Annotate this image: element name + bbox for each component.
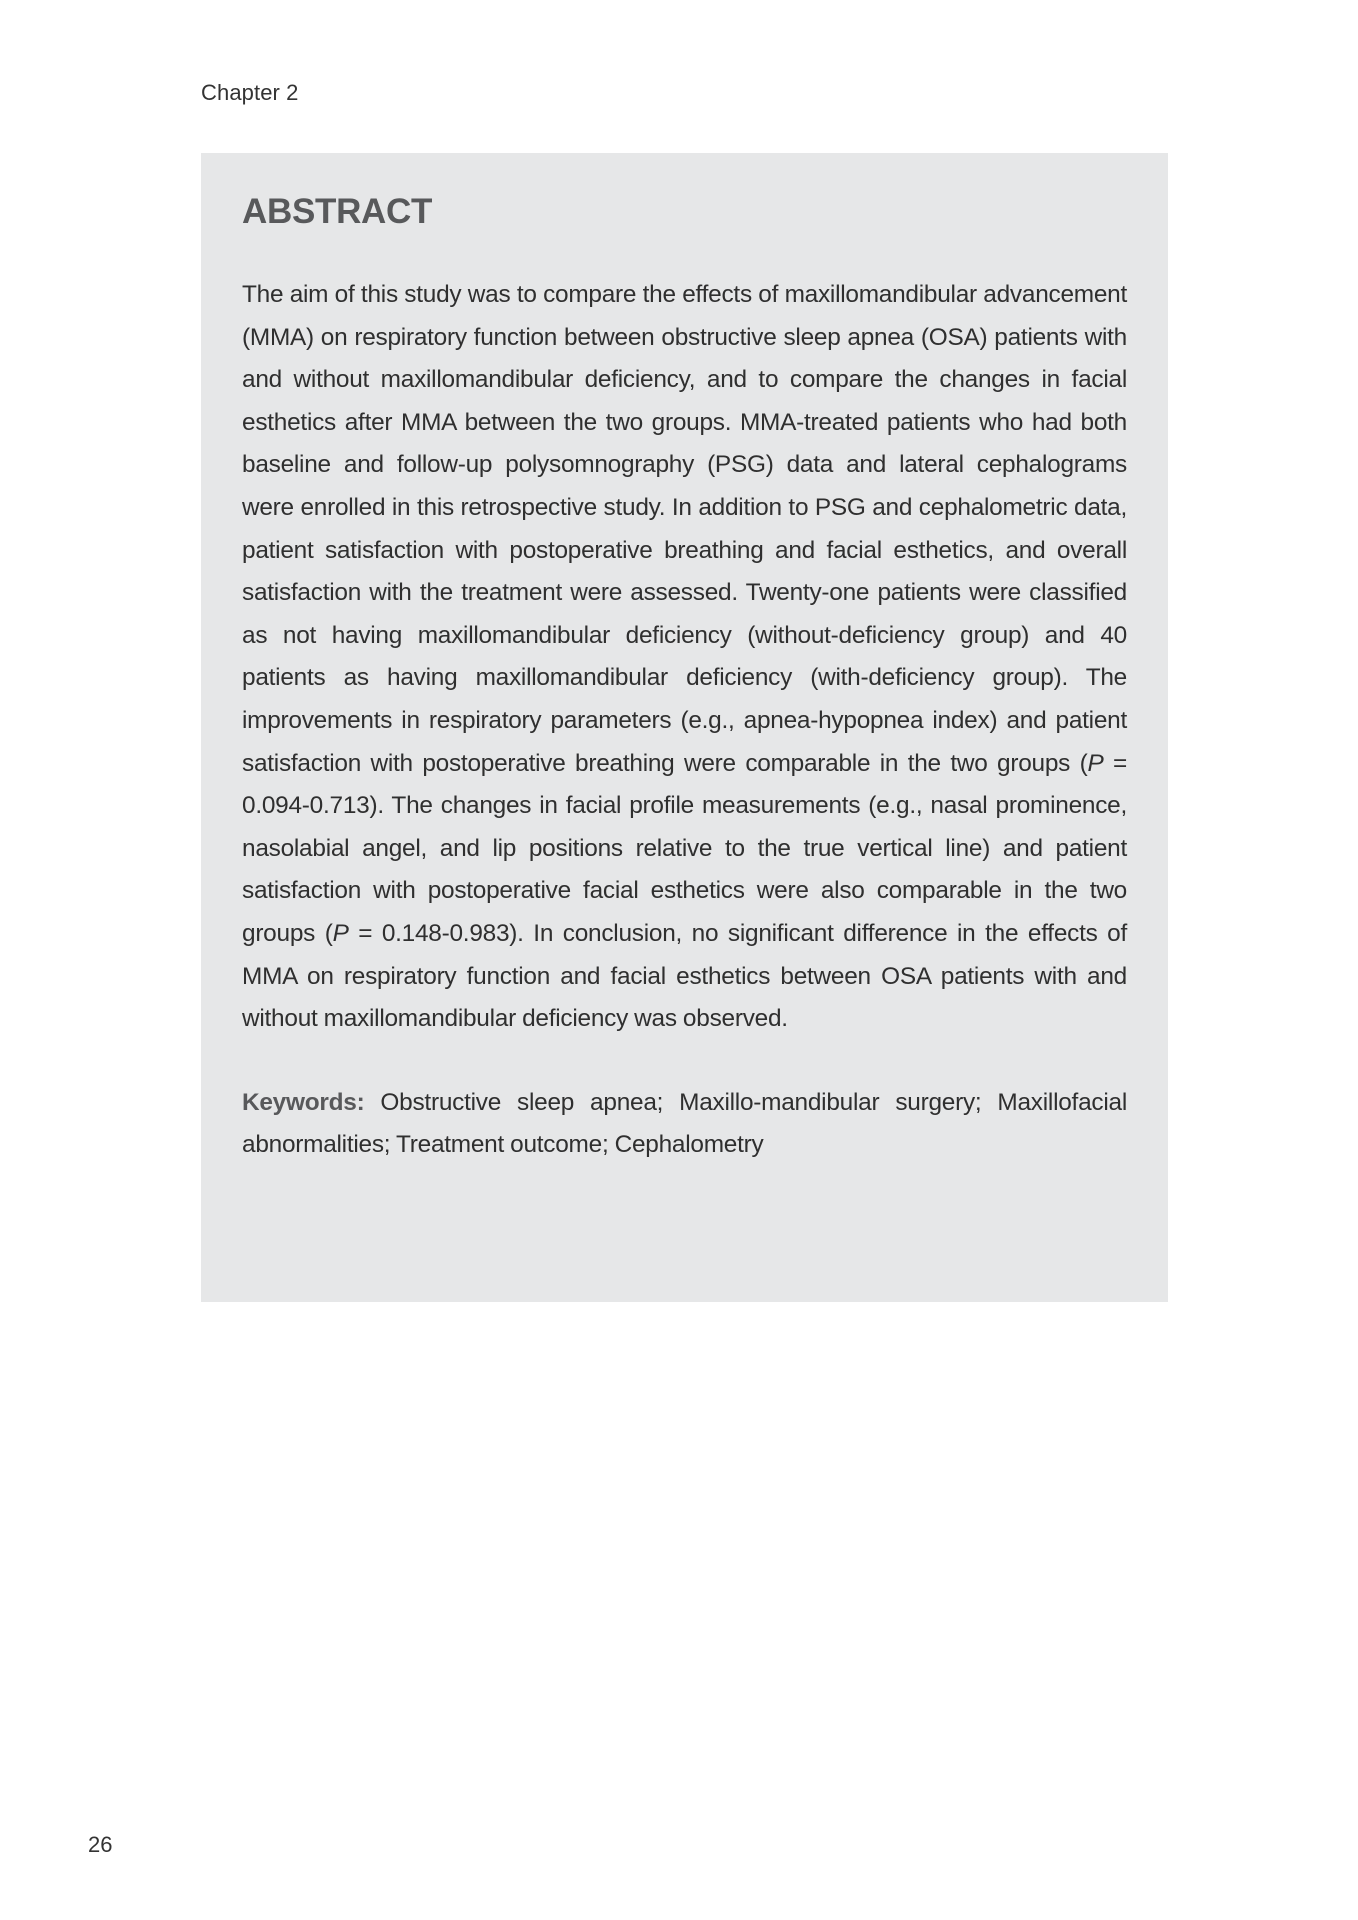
keywords-label: Keywords: <box>242 1088 365 1116</box>
p-value-symbol: P <box>1087 749 1104 777</box>
keywords-text: Obstructive sleep apnea; Maxillo-mandibular surgery; Maxillofacial abnormalities; Treatment outcome; Cephalometry <box>242 1088 1127 1159</box>
abstract-body-part3: = 0.148-0.983). In conclusion, no significant difference in the effects of MMA on respiratory function and facial esthetics between OSA patients with and without maxillomandibular deficiency was observed. <box>242 919 1128 1033</box>
abstract-body <box>242 274 1127 1041</box>
p-value-symbol: P <box>332 919 349 947</box>
page-number: 26 <box>88 1832 113 1857</box>
abstract-body-part1: The aim of this study was to compare the effects of maxillomandibular advancement (MMA) on respiratory function between obstructive sleep apnea (OSA) patients with and without maxillomandibular deficiency, and to compare the changes in facial esthetics after MMA between the two groups. MMA-treated patients who had both baseline and follow-up polysomnography (PSG) data and lateral cephalograms were enrolled in this retrospective study. In addition to PSG and cephalometric data, patient satisfaction with postoperative breathing and facial esthetics, and overall satisfaction with the treatment were assessed. Twenty-one patients were classified as not having maxillomandibular deficiency (without-deficiency group) and 40 patients as having maxillomandibular deficiency (with-deficiency group). The improvements in respiratory parameters (e.g., apnea-hypopnea index) and patient satisfaction with postoperative breathing were comparable in the two groups ( <box>242 281 1127 777</box>
abstract-box <box>201 153 1168 1302</box>
keywords <box>242 1082 1127 1167</box>
abstract-body-part2: = 0.094-0.713). The changes in facial profile measurements (e.g., nasal prominence, nasolabial angel, and lip positions relative to the true vertical line) and patient satisfaction with postoperative facial esthetics were also comparable in the two groups ( <box>242 749 1127 947</box>
abstract-heading: ABSTRACT <box>242 192 433 231</box>
running-head: Chapter 2 <box>201 80 299 105</box>
